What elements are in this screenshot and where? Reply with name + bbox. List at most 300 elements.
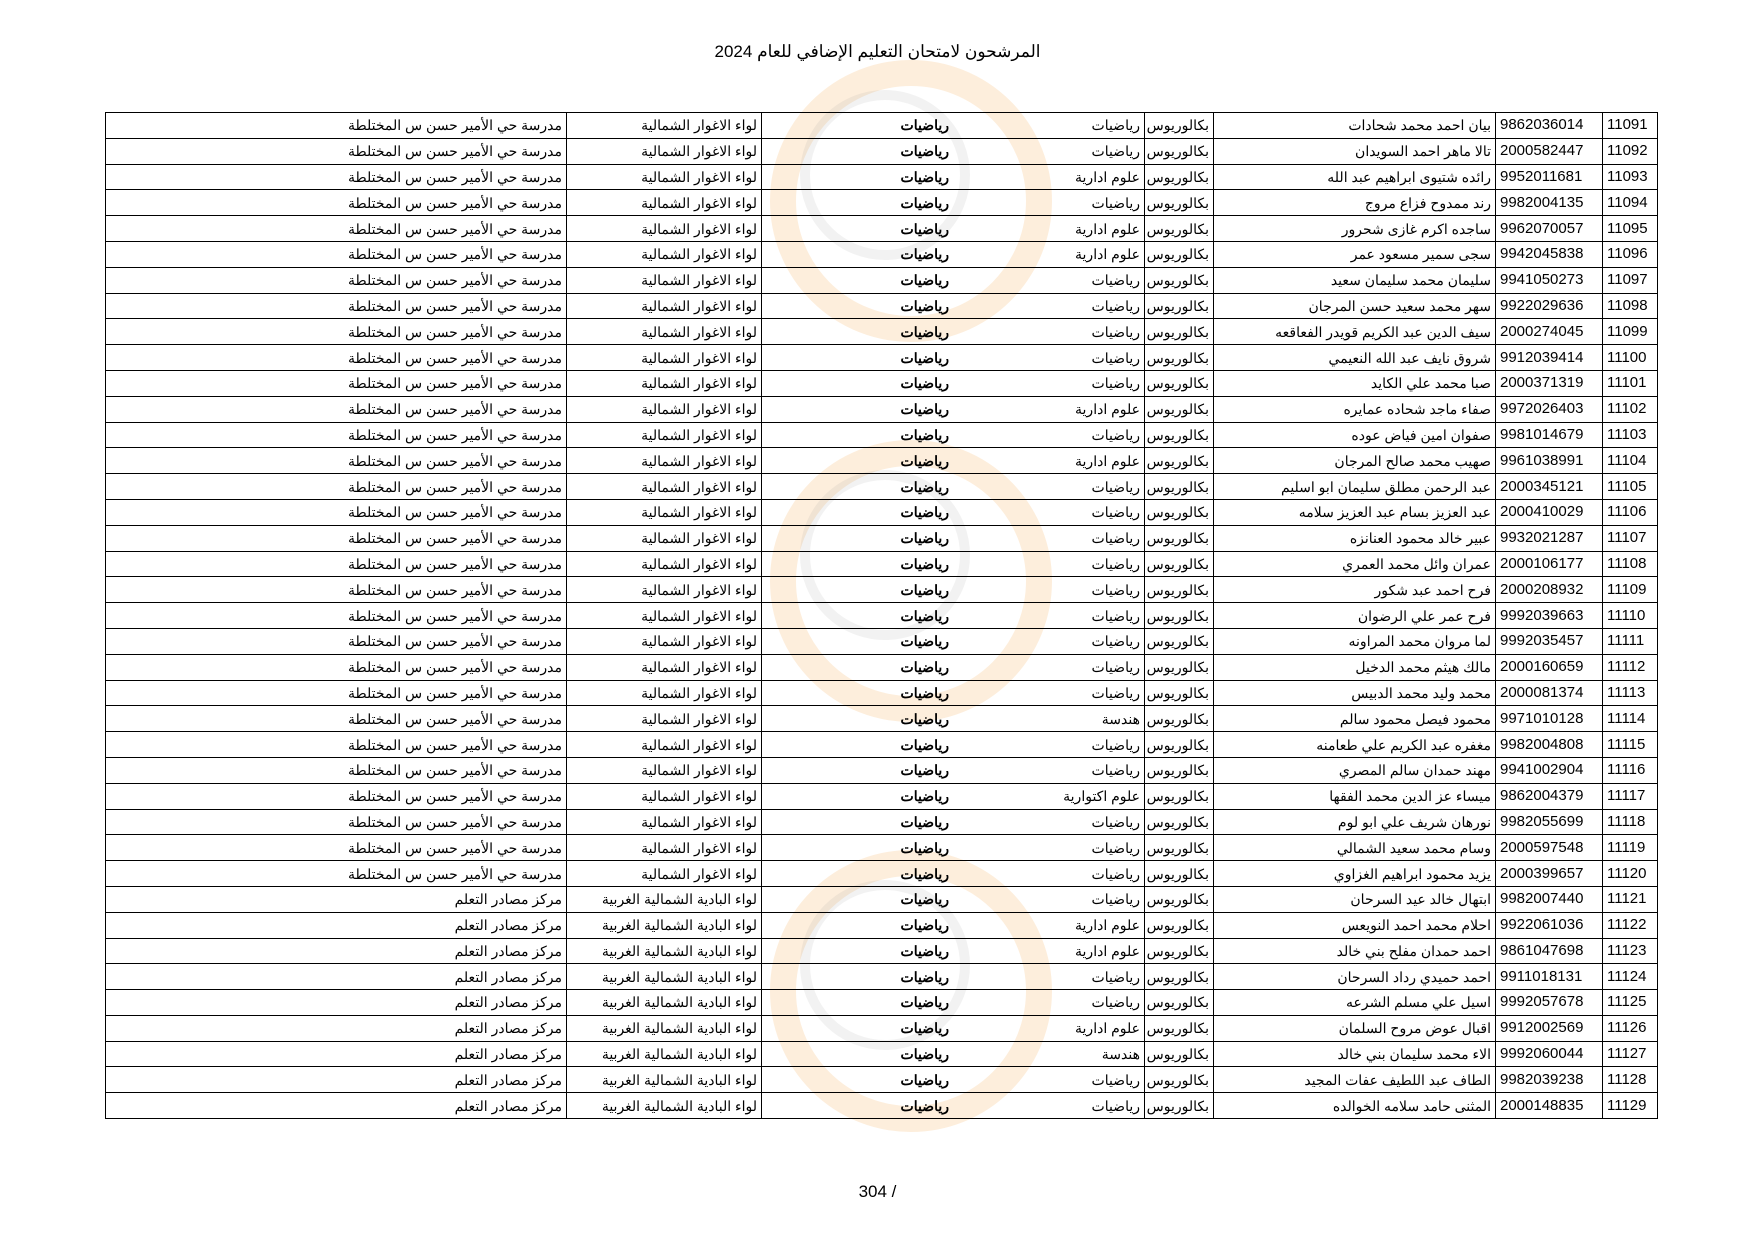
exam-center-cell: مدرسة حي الأمير حسن س المختلطة [106, 319, 567, 345]
national-id-cell: 2000345121 [1496, 474, 1603, 500]
national-id-cell: 9941050273 [1496, 267, 1603, 293]
exam-subject-cell: رياضيات [762, 990, 954, 1016]
table-row [106, 319, 1658, 345]
specialization-cell: رياضيات [953, 551, 1145, 577]
candidate-name-cell: المثنى حامد سلامه الخوالده [1214, 1093, 1496, 1119]
exam-subject-cell: رياضيات [762, 216, 954, 242]
candidate-name-cell: اسيل علي مسلم الشرعه [1214, 990, 1496, 1016]
exam-subject-cell: رياضيات [762, 267, 954, 293]
seat-number-cell: 11127 [1603, 1041, 1658, 1067]
district-cell: لواء الاغوار الشمالية [567, 835, 762, 861]
exam-subject-cell: رياضيات [762, 1015, 954, 1041]
district-cell: لواء البادية الشمالية الغربية [567, 1041, 762, 1067]
candidate-name-cell: احمد حميدي رداد السرحان [1214, 964, 1496, 990]
seat-number-cell: 11120 [1603, 861, 1658, 887]
exam-center-cell: مركز مصادر التعلم [106, 990, 567, 1016]
seat-number-cell: 11106 [1603, 499, 1658, 525]
exam-center-cell: مركز مصادر التعلم [106, 912, 567, 938]
exam-center-cell: مدرسة حي الأمير حسن س المختلطة [106, 370, 567, 396]
national-id-cell: 9862004379 [1496, 783, 1603, 809]
national-id-cell: 9952011681 [1496, 164, 1603, 190]
table-row [106, 680, 1658, 706]
exam-center-cell: مركز مصادر التعلم [106, 1067, 567, 1093]
national-id-cell: 2000399657 [1496, 861, 1603, 887]
district-cell: لواء الاغوار الشمالية [567, 448, 762, 474]
qualification-cell: بكالوريوس [1145, 603, 1214, 629]
specialization-cell: رياضيات [953, 1093, 1145, 1119]
qualification-cell: بكالوريوس [1145, 499, 1214, 525]
table-row [106, 654, 1658, 680]
district-cell: لواء الاغوار الشمالية [567, 628, 762, 654]
seat-number-cell: 11091 [1603, 113, 1658, 139]
qualification-cell: بكالوريوس [1145, 396, 1214, 422]
table-row [106, 1067, 1658, 1093]
table-row [106, 732, 1658, 758]
district-cell: لواء البادية الشمالية الغربية [567, 912, 762, 938]
table-row [106, 241, 1658, 267]
district-cell: لواء البادية الشمالية الغربية [567, 1067, 762, 1093]
table-row [106, 783, 1658, 809]
specialization-cell: رياضيات [953, 809, 1145, 835]
candidate-name-cell: مهند حمدان سالم المصري [1214, 757, 1496, 783]
national-id-cell: 2000148835 [1496, 1093, 1603, 1119]
candidate-name-cell: سهر محمد سعيد حسن المرجان [1214, 293, 1496, 319]
seat-number-cell: 11124 [1603, 964, 1658, 990]
district-cell: لواء الاغوار الشمالية [567, 654, 762, 680]
table-row [106, 422, 1658, 448]
table-row [106, 293, 1658, 319]
national-id-cell: 9942045838 [1496, 241, 1603, 267]
seat-number-cell: 11108 [1603, 551, 1658, 577]
seat-number-cell: 11115 [1603, 732, 1658, 758]
specialization-cell: رياضيات [953, 757, 1145, 783]
exam-center-cell: مدرسة حي الأمير حسن س المختلطة [106, 680, 567, 706]
exam-subject-cell: رياضيات [762, 319, 954, 345]
exam-subject-cell: رياضيات [762, 886, 954, 912]
national-id-cell: 2000582447 [1496, 138, 1603, 164]
table-row [106, 1093, 1658, 1119]
table-row [106, 525, 1658, 551]
table-row [106, 912, 1658, 938]
specialization-cell: علوم اكتوارية [953, 783, 1145, 809]
specialization-cell: رياضيات [953, 861, 1145, 887]
exam-subject-cell: رياضيات [762, 422, 954, 448]
district-cell: لواء الاغوار الشمالية [567, 603, 762, 629]
qualification-cell: بكالوريوس [1145, 732, 1214, 758]
table-row [106, 396, 1658, 422]
national-id-cell: 9981014679 [1496, 422, 1603, 448]
national-id-cell: 9982004808 [1496, 732, 1603, 758]
qualification-cell: بكالوريوس [1145, 551, 1214, 577]
candidate-name-cell: صفوان امين فياض عوده [1214, 422, 1496, 448]
qualification-cell: بكالوريوس [1145, 990, 1214, 1016]
district-cell: لواء الاغوار الشمالية [567, 164, 762, 190]
national-id-cell: 9912039414 [1496, 345, 1603, 371]
national-id-cell: 2000371319 [1496, 370, 1603, 396]
candidate-name-cell: تالا ماهر احمد السويدان [1214, 138, 1496, 164]
exam-subject-cell: رياضيات [762, 680, 954, 706]
seat-number-cell: 11122 [1603, 912, 1658, 938]
seat-number-cell: 11109 [1603, 577, 1658, 603]
exam-center-cell: مركز مصادر التعلم [106, 886, 567, 912]
qualification-cell: بكالوريوس [1145, 938, 1214, 964]
qualification-cell: بكالوريوس [1145, 345, 1214, 371]
national-id-cell: 9982007440 [1496, 886, 1603, 912]
specialization-cell: رياضيات [953, 964, 1145, 990]
seat-number-cell: 11096 [1603, 241, 1658, 267]
exam-subject-cell: رياضيات [762, 757, 954, 783]
exam-subject-cell: رياضيات [762, 396, 954, 422]
district-cell: لواء الاغوار الشمالية [567, 190, 762, 216]
seat-number-cell: 11113 [1603, 680, 1658, 706]
district-cell: لواء البادية الشمالية الغربية [567, 938, 762, 964]
table-row [106, 886, 1658, 912]
national-id-cell: 9922061036 [1496, 912, 1603, 938]
table-row [106, 628, 1658, 654]
seat-number-cell: 11102 [1603, 396, 1658, 422]
national-id-cell: 2000160659 [1496, 654, 1603, 680]
exam-subject-cell: رياضيات [762, 783, 954, 809]
table-row [106, 164, 1658, 190]
seat-number-cell: 11119 [1603, 835, 1658, 861]
specialization-cell: علوم ادارية [953, 912, 1145, 938]
specialization-cell: رياضيات [953, 499, 1145, 525]
national-id-cell: 9941002904 [1496, 757, 1603, 783]
candidate-name-cell: محمود فيصل محمود سالم [1214, 706, 1496, 732]
seat-number-cell: 11125 [1603, 990, 1658, 1016]
national-id-cell: 2000274045 [1496, 319, 1603, 345]
seat-number-cell: 11105 [1603, 474, 1658, 500]
national-id-cell: 2000597548 [1496, 835, 1603, 861]
exam-subject-cell: رياضيات [762, 654, 954, 680]
table-row [106, 551, 1658, 577]
table-row [106, 474, 1658, 500]
district-cell: لواء الاغوار الشمالية [567, 861, 762, 887]
specialization-cell: رياضيات [953, 732, 1145, 758]
table-row [106, 964, 1658, 990]
exam-subject-cell: رياضيات [762, 603, 954, 629]
exam-center-cell: مدرسة حي الأمير حسن س المختلطة [106, 835, 567, 861]
table-row [106, 499, 1658, 525]
table-row [106, 448, 1658, 474]
national-id-cell: 2000410029 [1496, 499, 1603, 525]
qualification-cell: بكالوريوس [1145, 216, 1214, 242]
candidate-name-cell: فرح عمر علي الرضوان [1214, 603, 1496, 629]
specialization-cell: رياضيات [953, 422, 1145, 448]
specialization-cell: رياضيات [953, 138, 1145, 164]
qualification-cell: بكالوريوس [1145, 370, 1214, 396]
exam-subject-cell: رياضيات [762, 525, 954, 551]
seat-number-cell: 11114 [1603, 706, 1658, 732]
qualification-cell: بكالوريوس [1145, 835, 1214, 861]
candidate-name-cell: عبد العزيز بسام عبد العزيز سلامه [1214, 499, 1496, 525]
exam-subject-cell: رياضيات [762, 628, 954, 654]
specialization-cell: هندسة [953, 706, 1145, 732]
qualification-cell: بكالوريوس [1145, 138, 1214, 164]
exam-center-cell: مدرسة حي الأمير حسن س المختلطة [106, 809, 567, 835]
candidate-name-cell: عمران وائل محمد العمري [1214, 551, 1496, 577]
candidate-name-cell: عبد الرحمن مطلق سليمان ابو اسليم [1214, 474, 1496, 500]
specialization-cell: رياضيات [953, 113, 1145, 139]
district-cell: لواء الاغوار الشمالية [567, 551, 762, 577]
exam-center-cell: مدرسة حي الأمير حسن س المختلطة [106, 861, 567, 887]
qualification-cell: بكالوريوس [1145, 1093, 1214, 1119]
exam-subject-cell: رياضيات [762, 293, 954, 319]
district-cell: لواء الاغوار الشمالية [567, 499, 762, 525]
qualification-cell: بكالوريوس [1145, 757, 1214, 783]
table-row [106, 938, 1658, 964]
qualification-cell: بكالوريوس [1145, 267, 1214, 293]
specialization-cell: رياضيات [953, 835, 1145, 861]
exam-subject-cell: رياضيات [762, 474, 954, 500]
district-cell: لواء الاغوار الشمالية [567, 732, 762, 758]
national-id-cell: 2000081374 [1496, 680, 1603, 706]
exam-subject-cell: رياضيات [762, 241, 954, 267]
exam-subject-cell: رياضيات [762, 1093, 954, 1119]
candidate-name-cell: ابتهال خالد عيد السرحان [1214, 886, 1496, 912]
exam-subject-cell: رياضيات [762, 190, 954, 216]
qualification-cell: بكالوريوس [1145, 680, 1214, 706]
table-row [106, 706, 1658, 732]
qualification-cell: بكالوريوس [1145, 912, 1214, 938]
seat-number-cell: 11094 [1603, 190, 1658, 216]
exam-center-cell: مركز مصادر التعلم [106, 938, 567, 964]
page-number: 304 / [858, 1182, 897, 1201]
specialization-cell: رياضيات [953, 345, 1145, 371]
exam-subject-cell: رياضيات [762, 964, 954, 990]
qualification-cell: بكالوريوس [1145, 886, 1214, 912]
seat-number-cell: 11101 [1603, 370, 1658, 396]
specialization-cell: رياضيات [953, 1067, 1145, 1093]
table-row [106, 577, 1658, 603]
district-cell: لواء الاغوار الشمالية [567, 525, 762, 551]
exam-center-cell: مدرسة حي الأمير حسن س المختلطة [106, 190, 567, 216]
qualification-cell: بكالوريوس [1145, 113, 1214, 139]
exam-subject-cell: رياضيات [762, 499, 954, 525]
specialization-cell: رياضيات [953, 628, 1145, 654]
candidate-name-cell: صبا محمد علي الكايد [1214, 370, 1496, 396]
district-cell: لواء الاغوار الشمالية [567, 138, 762, 164]
table-row [106, 603, 1658, 629]
table-row [106, 990, 1658, 1016]
table-row [106, 835, 1658, 861]
national-id-cell: 2000208932 [1496, 577, 1603, 603]
qualification-cell: بكالوريوس [1145, 783, 1214, 809]
specialization-cell: رياضيات [953, 603, 1145, 629]
exam-center-cell: مدرسة حي الأمير حسن س المختلطة [106, 293, 567, 319]
specialization-cell: علوم ادارية [953, 396, 1145, 422]
national-id-cell: 9912002569 [1496, 1015, 1603, 1041]
district-cell: لواء الاغوار الشمالية [567, 809, 762, 835]
qualification-cell: بكالوريوس [1145, 809, 1214, 835]
table-row [106, 113, 1658, 139]
table-row [106, 216, 1658, 242]
exam-center-cell: مدرسة حي الأمير حسن س المختلطة [106, 757, 567, 783]
seat-number-cell: 11128 [1603, 1067, 1658, 1093]
district-cell: لواء الاغوار الشمالية [567, 216, 762, 242]
district-cell: لواء البادية الشمالية الغربية [567, 990, 762, 1016]
qualification-cell: بكالوريوس [1145, 1015, 1214, 1041]
table-row [106, 370, 1658, 396]
exam-subject-cell: رياضيات [762, 809, 954, 835]
table-row [106, 345, 1658, 371]
national-id-cell: 2000106177 [1496, 551, 1603, 577]
specialization-cell: رياضيات [953, 525, 1145, 551]
specialization-cell: علوم ادارية [953, 448, 1145, 474]
candidate-name-cell: فرح احمد عبد شكور [1214, 577, 1496, 603]
national-id-cell: 9861047698 [1496, 938, 1603, 964]
exam-center-cell: مدرسة حي الأمير حسن س المختلطة [106, 706, 567, 732]
specialization-cell: رياضيات [953, 319, 1145, 345]
specialization-cell: علوم ادارية [953, 241, 1145, 267]
candidate-name-cell: مالك هيثم محمد الدخيل [1214, 654, 1496, 680]
exam-center-cell: مدرسة حي الأمير حسن س المختلطة [106, 345, 567, 371]
district-cell: لواء الاغوار الشمالية [567, 113, 762, 139]
seat-number-cell: 11095 [1603, 216, 1658, 242]
exam-subject-cell: رياضيات [762, 706, 954, 732]
candidate-name-cell: صفاء ماجد شحاده عمايره [1214, 396, 1496, 422]
exam-center-cell: مدرسة حي الأمير حسن س المختلطة [106, 422, 567, 448]
district-cell: لواء الاغوار الشمالية [567, 293, 762, 319]
candidate-name-cell: رائده شتيوى ابراهيم عبد الله [1214, 164, 1496, 190]
exam-subject-cell: رياضيات [762, 577, 954, 603]
national-id-cell: 9992035457 [1496, 628, 1603, 654]
exam-center-cell: مدرسة حي الأمير حسن س المختلطة [106, 525, 567, 551]
exam-center-cell: مدرسة حي الأمير حسن س المختلطة [106, 267, 567, 293]
qualification-cell: بكالوريوس [1145, 628, 1214, 654]
exam-center-cell: مدرسة حي الأمير حسن س المختلطة [106, 654, 567, 680]
exam-subject-cell: رياضيات [762, 912, 954, 938]
specialization-cell: رياضيات [953, 577, 1145, 603]
page-title: المرشحون لامتحان التعليم الإضافي للعام 2024 [714, 42, 1041, 61]
qualification-cell: بكالوريوس [1145, 1041, 1214, 1067]
seat-number-cell: 11126 [1603, 1015, 1658, 1041]
seat-number-cell: 11116 [1603, 757, 1658, 783]
district-cell: لواء الاغوار الشمالية [567, 319, 762, 345]
candidate-name-cell: ميساء عز الدين محمد الفقها [1214, 783, 1496, 809]
candidate-name-cell: سيف الدين عبد الكريم قويدر الفعاقعه [1214, 319, 1496, 345]
exam-center-cell: مدرسة حي الأمير حسن س المختلطة [106, 603, 567, 629]
candidate-name-cell: شروق نايف عبد الله النعيمي [1214, 345, 1496, 371]
seat-number-cell: 11100 [1603, 345, 1658, 371]
qualification-cell: بكالوريوس [1145, 164, 1214, 190]
national-id-cell: 9992039663 [1496, 603, 1603, 629]
exam-center-cell: مدرسة حي الأمير حسن س المختلطة [106, 448, 567, 474]
district-cell: لواء الاغوار الشمالية [567, 345, 762, 371]
candidate-name-cell: صهيب محمد صالح المرجان [1214, 448, 1496, 474]
exam-subject-cell: رياضيات [762, 370, 954, 396]
qualification-cell: بكالوريوس [1145, 577, 1214, 603]
qualification-cell: بكالوريوس [1145, 241, 1214, 267]
national-id-cell: 9982039238 [1496, 1067, 1603, 1093]
exam-subject-cell: رياضيات [762, 164, 954, 190]
candidate-name-cell: نورهان شريف علي ابو لوم [1214, 809, 1496, 835]
table-row [106, 1041, 1658, 1067]
district-cell: لواء الاغوار الشمالية [567, 370, 762, 396]
national-id-cell: 9982055699 [1496, 809, 1603, 835]
qualification-cell: بكالوريوس [1145, 448, 1214, 474]
exam-center-cell: مدرسة حي الأمير حسن س المختلطة [106, 241, 567, 267]
exam-center-cell: مدرسة حي الأمير حسن س المختلطة [106, 396, 567, 422]
exam-center-cell: مدرسة حي الأمير حسن س المختلطة [106, 732, 567, 758]
specialization-cell: رياضيات [953, 474, 1145, 500]
candidate-name-cell: سليمان محمد سليمان سعيد [1214, 267, 1496, 293]
table-row [106, 809, 1658, 835]
exam-center-cell: مدرسة حي الأمير حسن س المختلطة [106, 113, 567, 139]
district-cell: لواء البادية الشمالية الغربية [567, 886, 762, 912]
national-id-cell: 9992060044 [1496, 1041, 1603, 1067]
district-cell: لواء البادية الشمالية الغربية [567, 1015, 762, 1041]
exam-center-cell: مدرسة حي الأمير حسن س المختلطة [106, 628, 567, 654]
exam-center-cell: مركز مصادر التعلم [106, 1015, 567, 1041]
specialization-cell: رياضيات [953, 990, 1145, 1016]
specialization-cell: علوم ادارية [953, 938, 1145, 964]
district-cell: لواء الاغوار الشمالية [567, 422, 762, 448]
national-id-cell: 9932021287 [1496, 525, 1603, 551]
seat-number-cell: 11092 [1603, 138, 1658, 164]
qualification-cell: بكالوريوس [1145, 706, 1214, 732]
specialization-cell: رياضيات [953, 293, 1145, 319]
national-id-cell: 9962070057 [1496, 216, 1603, 242]
table-row [106, 267, 1658, 293]
qualification-cell: بكالوريوس [1145, 964, 1214, 990]
specialization-cell: رياضيات [953, 190, 1145, 216]
exam-subject-cell: رياضيات [762, 861, 954, 887]
specialization-cell: رياضيات [953, 370, 1145, 396]
national-id-cell: 9961038991 [1496, 448, 1603, 474]
exam-center-cell: مدرسة حي الأمير حسن س المختلطة [106, 216, 567, 242]
seat-number-cell: 11107 [1603, 525, 1658, 551]
table-row [106, 138, 1658, 164]
seat-number-cell: 11123 [1603, 938, 1658, 964]
district-cell: لواء الاغوار الشمالية [567, 474, 762, 500]
qualification-cell: بكالوريوس [1145, 861, 1214, 887]
exam-center-cell: مركز مصادر التعلم [106, 1041, 567, 1067]
seat-number-cell: 11118 [1603, 809, 1658, 835]
candidate-name-cell: الطاف عبد اللطيف عفات المجيد [1214, 1067, 1496, 1093]
table-row [106, 190, 1658, 216]
exam-subject-cell: رياضيات [762, 345, 954, 371]
seat-number-cell: 11104 [1603, 448, 1658, 474]
seat-number-cell: 11111 [1603, 628, 1658, 654]
candidate-name-cell: رند ممدوح فزاع مروج [1214, 190, 1496, 216]
district-cell: لواء الاغوار الشمالية [567, 267, 762, 293]
exam-subject-cell: رياضيات [762, 1041, 954, 1067]
seat-number-cell: 11093 [1603, 164, 1658, 190]
candidate-name-cell: سجى سمير مسعود عمر [1214, 241, 1496, 267]
specialization-cell: رياضيات [953, 680, 1145, 706]
candidate-name-cell: بيان احمد محمد شحادات [1214, 113, 1496, 139]
district-cell: لواء الاغوار الشمالية [567, 706, 762, 732]
district-cell: لواء الاغوار الشمالية [567, 396, 762, 422]
national-id-cell: 9922029636 [1496, 293, 1603, 319]
seat-number-cell: 11099 [1603, 319, 1658, 345]
qualification-cell: بكالوريوس [1145, 654, 1214, 680]
national-id-cell: 9862036014 [1496, 113, 1603, 139]
table-row [106, 1015, 1658, 1041]
candidate-name-cell: وسام محمد سعيد الشمالي [1214, 835, 1496, 861]
candidate-name-cell: احمد حمدان مفلح بني خالد [1214, 938, 1496, 964]
national-id-cell: 9992057678 [1496, 990, 1603, 1016]
national-id-cell: 9972026403 [1496, 396, 1603, 422]
seat-number-cell: 11097 [1603, 267, 1658, 293]
exam-subject-cell: رياضيات [762, 938, 954, 964]
candidate-name-cell: احلام محمد احمد النويعس [1214, 912, 1496, 938]
candidate-name-cell: عبير خالد محمود العنانزه [1214, 525, 1496, 551]
specialization-cell: رياضيات [953, 267, 1145, 293]
exam-center-cell: مدرسة حي الأمير حسن س المختلطة [106, 499, 567, 525]
district-cell: لواء الاغوار الشمالية [567, 757, 762, 783]
